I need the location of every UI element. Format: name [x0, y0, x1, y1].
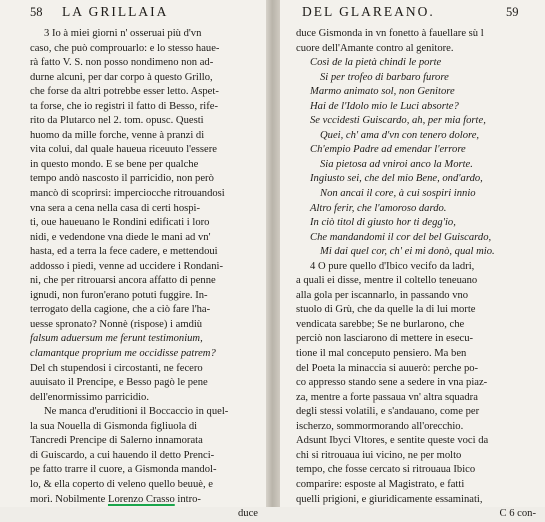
text-line: comparire: esposte al Magistrato, e fatti [296, 478, 465, 490]
text-line: la sua Nouella di Gismonda figliuola di [30, 420, 198, 432]
text-line: nidi, e vedendone vna diede le mani ad vn' [30, 231, 211, 243]
text-line: 3 Io à miei giorni n' osseruai più d'vn [44, 28, 202, 39]
page-number: 58 [30, 5, 43, 19]
running-title: DEL GLAREANO. [302, 4, 435, 19]
text-line: vendicata sarebbe; Se ne burlarono, che [296, 318, 465, 330]
text-line: addosso i piedi, venne ad uccidere i Rondani- [30, 260, 223, 272]
text-line: che forse da altri potrebbe esser letto. Aspet- [30, 86, 219, 98]
text-line: falsum aduersum me ferunt testimonium, [30, 333, 203, 345]
text-line: Ingiusto sei, che del mio Bene, ond'ardo, [310, 173, 483, 185]
text-line: vna sera a cena nella casa di certi hospi- [30, 202, 201, 214]
text-line: morì. Nobilmente Lorenzo Crasso intro- [30, 493, 201, 505]
running-title: LA GRILLAIA [62, 4, 169, 19]
text-line: degli stessi volatili, e s'andauano, come per [296, 406, 480, 418]
text-line: Mi dai quel cor, ch' ei mi donò, qual mio. [320, 246, 495, 258]
text-line: Che mandandomi il cor del bel Guiscardo, [310, 231, 492, 243]
text-line: hasta, ed a terra la fece cadere, e mettendoui [30, 246, 218, 258]
text-line: ni, che per ritrouarsi ancora affatto di penne [30, 275, 216, 287]
text-line: uesse spronato? Nonnè (rispose) i amdiù [30, 318, 203, 330]
text-line: Adsunt Ibyci Vltores, e sentite queste voci da [296, 435, 489, 447]
text-line: Altro ferir, che l'amoroso dardo. [310, 202, 447, 214]
text-line: In ciò titol di giusto hor ti degg'io, [310, 217, 456, 229]
text-line: a quali ei disse, mentre il coltello teneuano [296, 275, 478, 287]
text-line: mancò di scoprirsi: imperciocche ritrouandosi [30, 188, 225, 200]
text-line: duce Gismonda in vn fonetto à fauellare sù l [296, 28, 484, 39]
text-line: co appresso stando sene a sedere in vna piaz- [296, 377, 488, 389]
text-line: caso, che può comprouarlo: e lo stesso haue- [30, 42, 220, 54]
page-text [296, 27, 536, 522]
text-line: quelli prigioni, e giuridicamente essaminati, [296, 493, 483, 505]
text-line: Quei, ch' ama d'vn con tenero dolore, [320, 129, 480, 141]
page-text [30, 27, 258, 522]
text-line: terrogato della cagione, che a ciò fare l'ha- [30, 304, 211, 316]
text-line: tempo andò nascosto il parricidio, non però [30, 173, 214, 185]
text-line: auuisato il Prencipe, e Besso pagò le pene [30, 377, 208, 389]
text-line: perciò non lasciarono di mettere in esecu- [296, 333, 474, 345]
running-header [280, 4, 545, 26]
underlined-name: Lorenzo Crasso [107, 493, 175, 505]
text-line: Tancredi Prencipe di Salerno innamorata [30, 435, 203, 447]
text-line: Del ch stupendosi i circostanti, ne fecero [30, 362, 203, 374]
text-line: chi si ritrouaua iui vicino, ne per molto [296, 449, 462, 461]
text-line: ischerzo, sommormorando all'orecchio. [296, 420, 464, 432]
page-number: 59 [506, 5, 519, 19]
running-header [0, 4, 266, 26]
text-line: 4 O pure quello d'Ibico vecifo da ladri, [310, 260, 475, 272]
text-line: tempo, che fosse cercato si ritrouaua Ibico [296, 464, 476, 476]
text-line: in questo mondo. E se bene per qualche [30, 158, 199, 170]
text-line: huomo da mille forche, venne à pranzi di [30, 129, 205, 141]
book-gutter [266, 0, 280, 507]
text-line: Hai de l'Idolo mio le Luci absorte? [310, 100, 459, 112]
text-line: Se vccidesti Guiscardo, ah, per mia forte, [310, 115, 486, 127]
text-line: rito da Plutarco nel 2. tom. opusc. Questi [30, 115, 204, 127]
right-page [280, 0, 545, 520]
text-line: Così de la pietà chindi le porte [310, 57, 442, 69]
text-line: Si per trofeo di barbaro furore [320, 71, 449, 83]
text-line: del Poeta la minaccia si auuerò: perche po- [296, 362, 479, 374]
text-line: ta forse, che io registri il fatto di Besso, rife- [30, 100, 218, 112]
text-line: stuolo di Grù, che da quelle la di lui morte [296, 304, 476, 316]
text-line: Non ancai il core, à cui sospiri innio [320, 188, 476, 200]
text-line: pe fatto trarre il cuore, a Gismonda mandol- [30, 464, 217, 476]
text-line: C 6 con- [499, 508, 536, 520]
text-line: tione il mal conceputo pensiero. Ma ben [296, 348, 467, 360]
text-line: cuore dell'Amante contro al genitore. [296, 42, 454, 54]
text-line: Sia pietosa ad vniroi anco la Morte. [320, 158, 473, 170]
text-line: Ne manca d'eruditioni il Boccaccio in quel- [44, 406, 229, 418]
text-line: alla gola per iscannarlo, in passando vno [296, 289, 469, 301]
text-line: ti, oue haueuano le Rondini edificati i loro [30, 217, 210, 229]
text-line: za, mentre a forte passaua vn' altra squadra [296, 391, 478, 403]
text-line: clamantque proprium me occidisse patrem? [30, 348, 216, 360]
text-line: di Guiscardo, a cui hauendo il detto Prenci- [30, 449, 215, 461]
left-page [0, 0, 266, 520]
text-line: durne alcuni, per dar corpo à questo Grillo, [30, 71, 213, 83]
text-line: ignudi, non furon'erano potuti fuggire. In- [30, 289, 208, 301]
text-line: dell'enormissimo parricidio. [30, 391, 150, 403]
text-line: duce [238, 508, 258, 520]
text-line: Marmo animato sol, non Genitore [310, 86, 455, 98]
text-line: Ch'empio Padre ad emendar l'errore [310, 144, 466, 156]
text-line: vita colui, dal quale haueua riceuuto l'essere [30, 144, 217, 156]
text-line: rà fatto V. S. non posso nondimeno non ad- [30, 57, 214, 69]
text-line: lo, & ella coperto di veleno quello beuuè, e [30, 478, 213, 490]
